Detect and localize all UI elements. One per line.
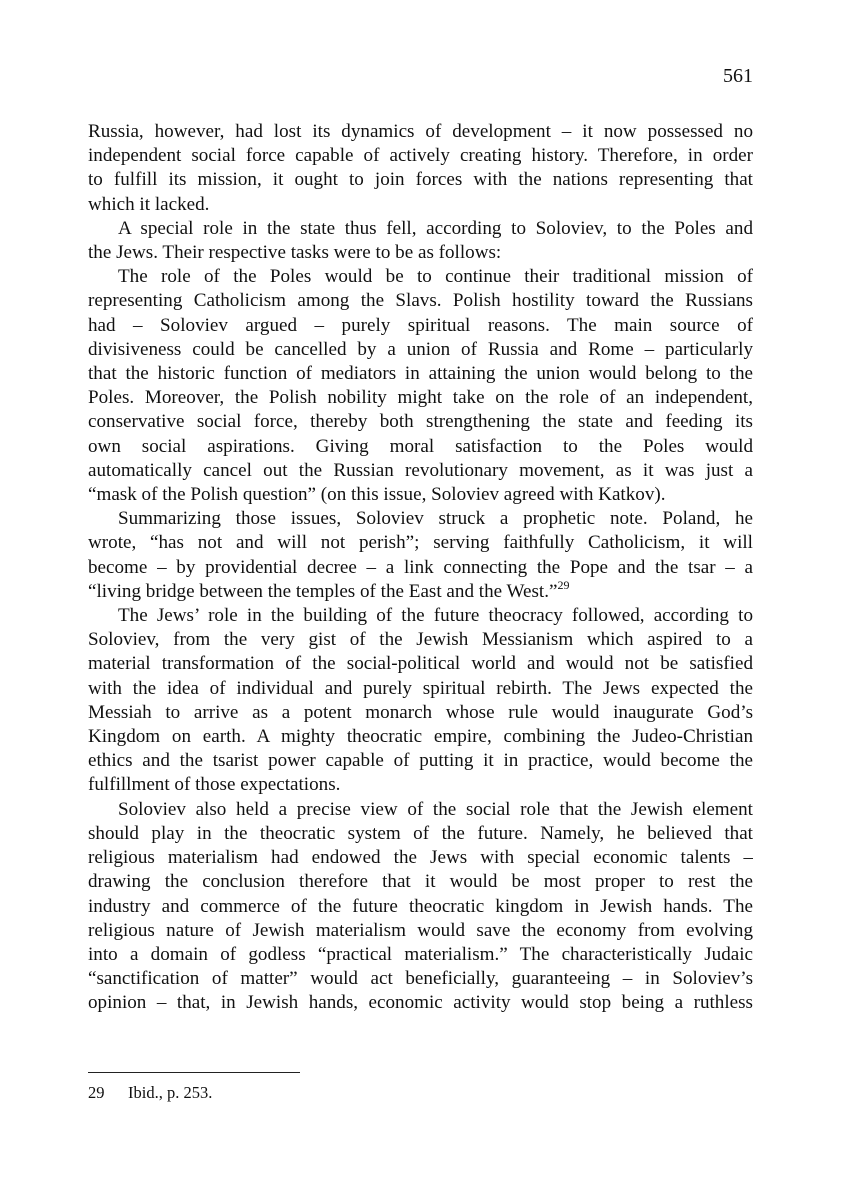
paragraph: [88, 507, 753, 604]
text-line: Summarizing those issues, Soloviev struck a prophetic note. Poland, he: [118, 508, 753, 530]
text-line: The role of the Poles would be to continue their traditional mission of: [118, 266, 753, 288]
text-line: “living bridge between the temples of the East and the West.”$^{29}$: [88, 579, 570, 602]
text-line: “sanctification of matter” would act beneficially, guaranteeing – in Soloviev’s: [88, 968, 753, 990]
paragraph: [88, 604, 753, 798]
text-line: fulfillment of those expectations.: [88, 774, 341, 796]
text-line: drawing the conclusion therefore that it would be most proper to rest the: [88, 871, 753, 893]
text-line: opinion – that, in Jewish hands, economic activity would stop being a ruthless: [88, 992, 753, 1014]
text-line: with the idea of individual and purely spiritual rebirth. The Jews expected the: [88, 677, 753, 699]
text-line: religious nature of Jewish materialism would save the economy from evolving: [88, 919, 753, 941]
text-line: which it lacked.: [88, 193, 210, 215]
paragraph: [88, 265, 753, 507]
text-line: Kingdom on earth. A mighty theocratic empire, combining the Judeo-Christian: [88, 726, 753, 748]
paragraph: [88, 798, 753, 1016]
text-line: divisiveness could be cancelled by a union of Russia and Rome – particularly: [88, 338, 753, 360]
text-line: wrote, “has not and will not perish”; serving faithfully Catholicism, it will: [88, 532, 753, 554]
text-line: industry and commerce of the future theocratic kingdom in Jewish hands. The: [88, 895, 753, 917]
paragraph: [88, 120, 753, 217]
text-line: become – by providential decree – a link connecting the Pope and the tsar – a: [88, 556, 753, 578]
text-line: The Jews’ role in the building of the future theocracy followed, according to: [118, 605, 753, 627]
footnote-number: 29: [88, 1083, 105, 1102]
text-line: independent social force capable of actively creating history. Therefore, in order: [88, 145, 753, 167]
text-line: Messiah to arrive as a potent monarch whose rule would inaugurate God’s: [88, 701, 753, 723]
text-line: conservative social force, thereby both strengthening the state and feeding its: [88, 411, 753, 433]
text-line: Poles. Moreover, the Polish nobility might take on the role of an independent,: [88, 387, 753, 409]
text-line: material transformation of the social-political world and would not be satisfied: [88, 653, 753, 675]
page-number: 561: [723, 65, 753, 87]
footnote-text: Ibid., p. 253.: [128, 1083, 213, 1102]
text-line: should play in the theocratic system of the future. Namely, he believed that: [88, 822, 753, 844]
text-line: automatically cancel out the Russian revolutionary movement, as it was just a: [88, 459, 753, 481]
text-line: representing Catholicism among the Slavs. Polish hostility toward the Russians: [88, 290, 753, 312]
body-text: [88, 120, 753, 1016]
footnote-section: [88, 1082, 212, 1104]
text-line: Soloviev also held a precise view of the social role that the Jewish element: [118, 798, 753, 820]
text-line: the Jews. Their respective tasks were to be as follows:: [88, 242, 502, 264]
text-line: to fulfill its mission, it ought to join forces with the nations representing that: [88, 169, 753, 191]
text-line: “mask of the Polish question” (on this issue, Soloviev agreed with Katkov).: [88, 484, 666, 506]
paragraph: [88, 217, 753, 265]
footnote-reference[interactable]: 29: [557, 579, 570, 592]
text-line: that the historic function of mediators in attaining the union would belong to the: [88, 363, 753, 385]
footnote-divider: [88, 1072, 300, 1073]
text-line: A special role in the state thus fell, according to Soloviev, to the Poles and: [118, 217, 753, 239]
footnote: [88, 1082, 212, 1104]
text-line: into a domain of godless “practical materialism.” The characteristically Judaic: [88, 943, 753, 965]
text-line: Soloviev, from the very gist of the Jewish Messianism which aspired to a: [88, 629, 753, 651]
text-line: ethics and the tsarist power capable of putting it in practice, would become the: [88, 750, 753, 772]
text-line: had – Soloviev argued – purely spiritual reasons. The main source of: [88, 314, 753, 336]
text-line: Russia, however, had lost its dynamics of development – it now possessed no: [88, 121, 753, 142]
text-line: religious materialism had endowed the Jews with special economic talents –: [88, 847, 753, 869]
text-line: own social aspirations. Giving moral satisfaction to the Poles would: [88, 435, 753, 457]
